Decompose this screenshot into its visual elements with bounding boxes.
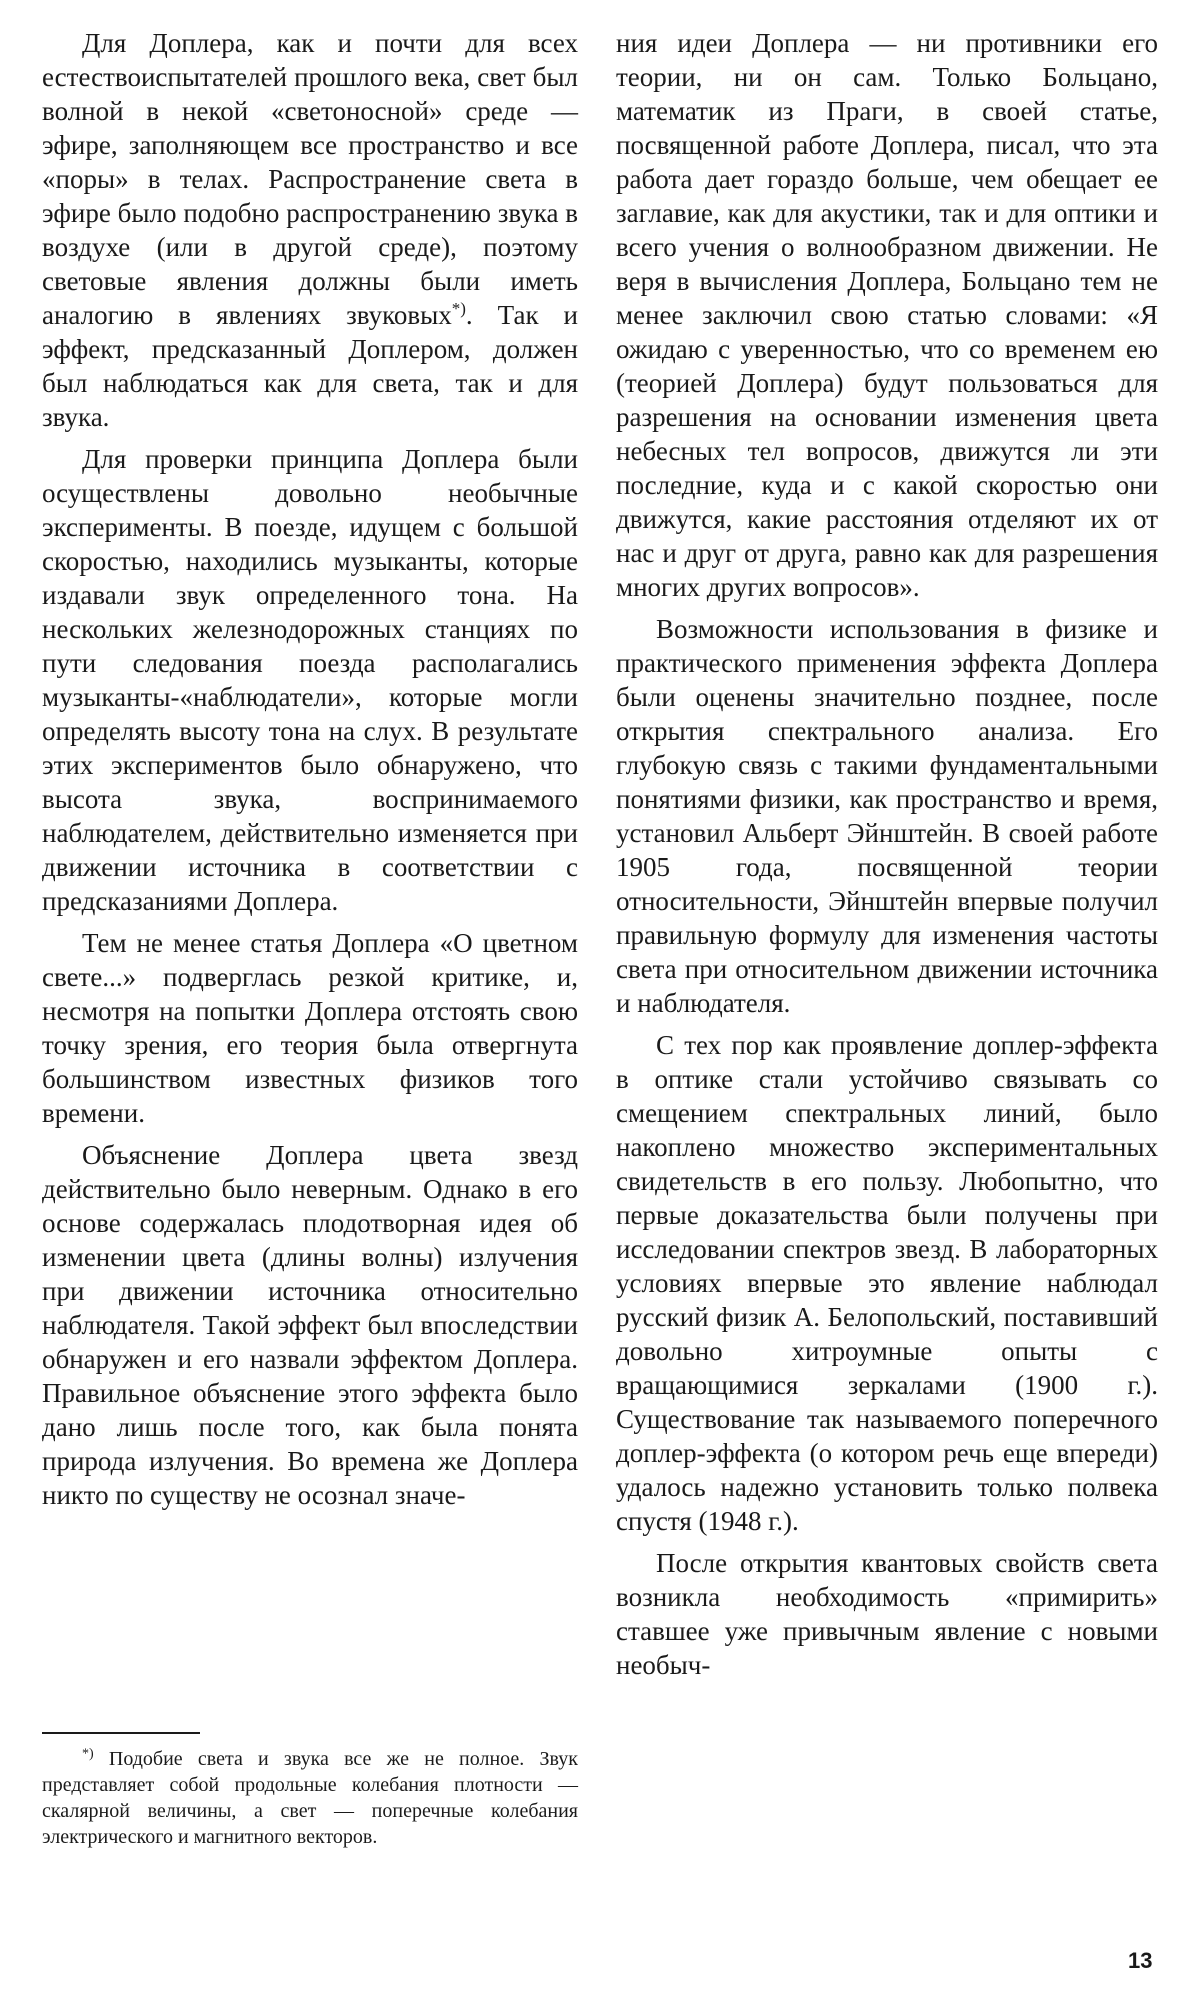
paragraph: Для проверки принципа Доплера были осуществлены довольно необычные эксперименты. В поезде, идущем с большой скоростью, находились музыканты, которые издавали звук определенного тона. На нескольких железнодорожных станциях по пути следования поезда располагались музыканты-«наблюдатели», которые могли определять высоту тона на слух. В результате этих экспериментов было обнаружено, что высота звука, воспринимаемого наблюдателем, действительно изменяется при движении источника в соответствии с предсказаниями Доплера. (42, 444, 578, 916)
right-column (616, 26, 1158, 1690)
paragraph-text: Для Доплера, как и почти для всех естествоиспытателей прошлого века, свет был волной в некой «светоносной» среде — эфире, заполняющем все пространство и все «поры» в телах. Распространение света в эфире было подобно распространению звука в воздухе (или в другой среде), поэтому световые явления должны были иметь аналогию в явлениях звуковых (42, 28, 578, 330)
page-number: 13 (1128, 1948, 1153, 1973)
footnote-text: Подобие света и звука все же не полное. Звук представляет собой продольные колебания плотности — скалярной величины, а свет — поперечные колебания электрического и магнитного векторов. (42, 1748, 578, 1848)
paragraph: Возможности использования в физике и практического применения эффекта Доплера были оценены значительно позднее, после открытия спектрального анализа. Его глубокую связь с такими фундаментальными понятиями физики, как пространство и время, установил Альберт Эйнштейн. В своей работе 1905 года, посвященной теории относительности, Эйнштейн впервые получил правильную формулу для изменения частоты света при относительном движении источника и наблюдателя. (616, 614, 1158, 1018)
paragraph: Тем не менее статья Доплера «О цветном свете...» подверглась резкой критике, и, несмотря на попытки Доплера отстоять свою точку зрения, его теория была отвергнута большинством известных физиков того времени. (42, 928, 578, 1128)
paragraph: Объяснение Доплера цвета звезд действительно было неверным. Однако в его основе содержалась плодотворная идея об изменении цвета (длины волны) излучения при движении источника относительно наблюдателя. Такой эффект был впоследствии обнаружен и его назвали эффектом Доплера. Правильное объяснение этого эффекта было дано лишь после того, как была понята природа излучения. Во времена же Доплера никто по существу не осознал значе- (42, 1140, 578, 1510)
footnote (42, 1746, 578, 1850)
paragraph-text: . Так и эффект, предсказанный Доплером, должен был наблюдаться как для света, так и для звука. (42, 300, 578, 432)
paragraph (42, 26, 578, 434)
paragraph: После открытия квантовых свойств света возникла необходимость «примирить» ставшее уже привычным явление с новыми необыч- (616, 1548, 1158, 1680)
footnote-reference: *) (451, 299, 466, 318)
left-column (42, 26, 578, 1520)
paragraph-continued: ния идеи Доплера — ни противники его теории, ни он сам. Только Больцано, математик из Праги, в своей статье, посвященной работе Доплера, писал, что эта работа дает гораздо больше, чем обещает ее заглавие, как для акустики, так и для оптики и всего учения о волнообразном движении. Не веря в вычисления Доплера, Больцано тем не менее заключил свою статью словами: «Я ожидаю с уверенностью, что со временем ею (теорией Доплера) будут пользоваться для разрешения на основании изменения цвета небесных тел вопросов, движутся ли эти последние, куда и с какой скоростью они движутся, какие расстояния отделяют их от нас и друг от друга, равно как для разрешения многих других вопросов». (616, 28, 1158, 602)
footnote-divider (42, 1732, 200, 1734)
footnote-marker: *) (82, 1746, 94, 1762)
paragraph: С тех пор как проявление доплер-эффекта в оптике стали устойчиво связывать со смещением спектральных линий, было накоплено множество экспериментальных свидетельств в его пользу. Любопытно, что первые доказательства были получены при исследовании спектров звезд. В лабораторных условиях впервые это явление наблюдал русский физик А. Белопольский, поставивший довольно хитроумные опыты с вращающимися зеркалами (1900 г.). Существование так называемого поперечного доплер-эффекта (о котором речь еще впереди) удалось надежно установить только полвека спустя (1948 г.). (616, 1030, 1158, 1536)
